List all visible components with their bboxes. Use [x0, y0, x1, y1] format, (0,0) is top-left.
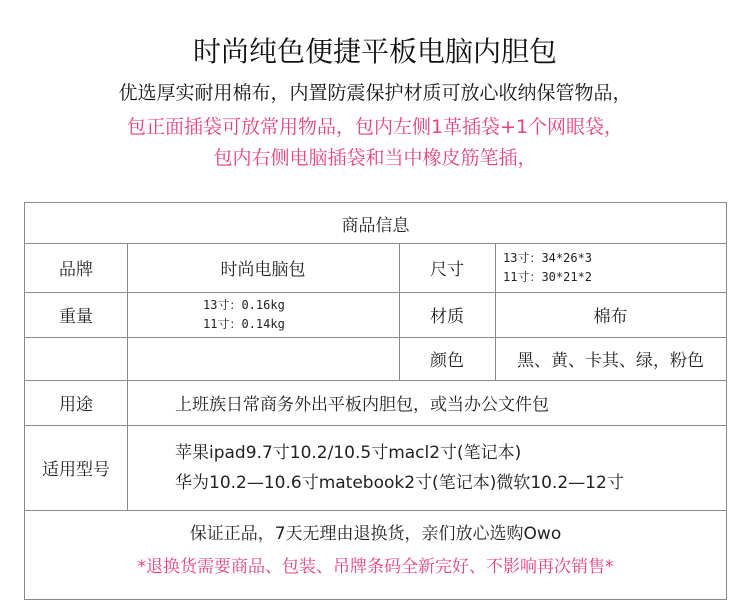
weight-13: 13寸：0.16kg: [203, 297, 285, 312]
material-value: 棉布: [593, 307, 628, 327]
page-title: 时尚纯色便捷平板电脑内胆包: [192, 35, 557, 68]
model-label: 适用型号: [42, 460, 110, 480]
size-11: 11寸：30*21*2: [503, 269, 593, 284]
return-policy-text: *退换货需要商品、包装、吊牌条码全新完好、不影响再次销售*: [137, 556, 614, 577]
usage-value: 上班族日常商务外出平板内胆包，或当办公文件包: [175, 395, 549, 415]
size-13: 13寸：34*26*3: [503, 250, 593, 265]
usage-label: 用途: [59, 395, 93, 415]
brand-label: 品牌: [59, 260, 93, 280]
size-value: [503, 243, 725, 292]
product-info-table: [24, 202, 727, 600]
intro-line-2: 包正面插袋可放常用物品，包内左侧1革插袋+1个网眼袋，: [126, 116, 624, 138]
brand-value: 时尚电脑包: [220, 260, 306, 280]
color-label: 颜色: [430, 351, 464, 371]
table-heading: 商品信息: [341, 215, 410, 236]
intro-line-1: 优选厚实耐用棉布，内置防震保护材质可放心收纳保管物品，: [118, 82, 632, 104]
guarantee-text: 保证正品，7天无理由退换货，亲们放心选购Owo: [189, 523, 562, 544]
intro-line-3: 包内右侧电脑插袋和当中橡皮筋笔插，: [213, 147, 537, 169]
weight-11: 11寸：0.14kg: [203, 316, 285, 331]
row-divider: [25, 510, 726, 511]
model-line-1: 苹果ipad9.7寸10.2/10.5寸macl2寸(笔记本): [175, 442, 522, 463]
model-line-2: 华为10.2—10.6寸matebook2寸(笔记本)微软10.2—12寸: [175, 472, 624, 493]
weight-label: 重量: [59, 307, 93, 327]
weight-value: [203, 292, 399, 337]
color-value: 黑、黄、卡其、绿，粉色: [517, 351, 704, 371]
model-value: [175, 425, 725, 510]
material-label: 材质: [430, 307, 464, 327]
size-label: 尺寸: [430, 260, 464, 280]
